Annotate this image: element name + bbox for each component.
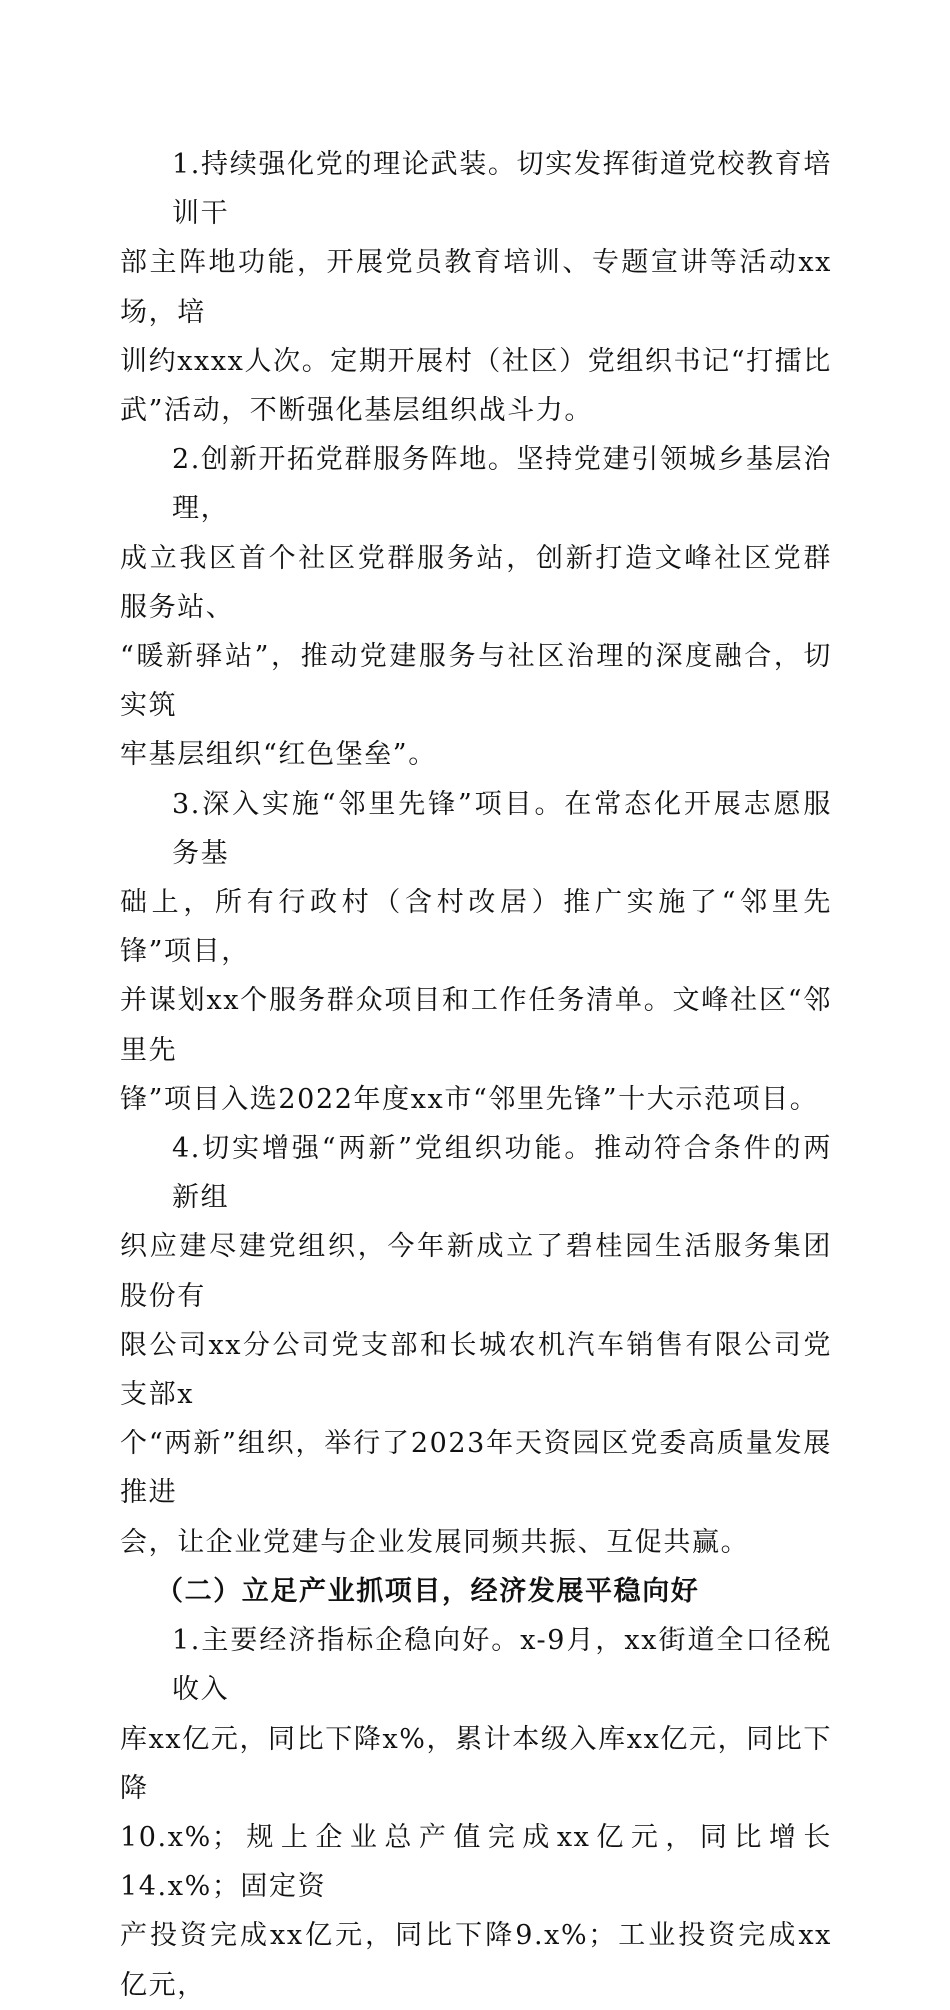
paragraph-line: 牢基层组织“红色堡垒”。 xyxy=(120,739,437,771)
paragraph-line: 4.切实增强“两新”党组织功能。推动符合条件的两新组 xyxy=(172,1133,832,1214)
paragraph-line: 1.持续强化党的理论武装。切实发挥街道党校教育培训干 xyxy=(172,149,832,230)
paragraph-3 xyxy=(120,780,832,1124)
paragraph-2 xyxy=(120,435,832,779)
paragraph-5 xyxy=(120,1616,832,2010)
paragraph-1 xyxy=(120,140,832,435)
paragraph-line: 础上，所有行政村（含村改居）推广实施了“邻里先锋”项目， xyxy=(120,887,832,968)
paragraph-line: 库xx亿元，同比下降x%，累计本级入库xx亿元，同比下降 xyxy=(120,1723,832,1804)
paragraph-line: 3.深入实施“邻里先锋”项目。在常态化开展志愿服务基 xyxy=(172,788,832,869)
paragraph-line: 部主阵地功能，开展党员教育培训、专题宣讲等活动xx场，培 xyxy=(120,247,832,328)
paragraph-line: 个“两新”组织，举行了2023年天资园区党委高质量发展推进 xyxy=(120,1428,832,1509)
paragraph-4 xyxy=(120,1124,832,1567)
paragraph-line: 限公司xx分公司党支部和长城农机汽车销售有限公司党支部x xyxy=(120,1329,832,1411)
paragraph-line: 1.主要经济指标企稳向好。x-9月，xx街道全口径税收入 xyxy=(172,1625,832,1706)
paragraph-line: 训约xxxx人次。定期开展村（社区）党组织书记“打擂比 xyxy=(120,345,832,377)
paragraph-line: 2.创新开拓党群服务阵地。坚持党建引领城乡基层治理， xyxy=(172,444,832,525)
paragraph-line: 锋”项目入选2022年度xx市“邻里先锋”十大示范项目。 xyxy=(120,1083,819,1115)
paragraph-line: 产投资完成xx亿元，同比下降9.x%；工业投资完成xx亿元， xyxy=(120,1920,832,2001)
paragraph-line: 织应建尽建党组织，今年新成立了碧桂园生活服务集团股份有 xyxy=(120,1231,832,1312)
paragraph-line: 会，让企业党建与企业发展同频共振、互促共赢。 xyxy=(120,1526,750,1558)
section-heading: （二）立足产业抓项目，经济发展平稳向好 xyxy=(156,1575,700,1607)
document-body xyxy=(120,140,832,2010)
paragraph-line: 成立我区首个社区党群服务站，创新打造文峰社区党群服务站、 xyxy=(120,542,832,623)
paragraph-line: 武”活动，不断强化基层组织战斗力。 xyxy=(120,395,594,427)
paragraph-line: “暖新驿站”，推动党建服务与社区治理的深度融合，切实筑 xyxy=(120,641,832,722)
paragraph-line: 并谋划xx个服务群众项目和工作任务清单。文峰社区“邻里先 xyxy=(120,985,832,1066)
paragraph-line: 10.x%；规上企业总产值完成xx亿元，同比增长14.x%；固定资 xyxy=(120,1821,832,1903)
